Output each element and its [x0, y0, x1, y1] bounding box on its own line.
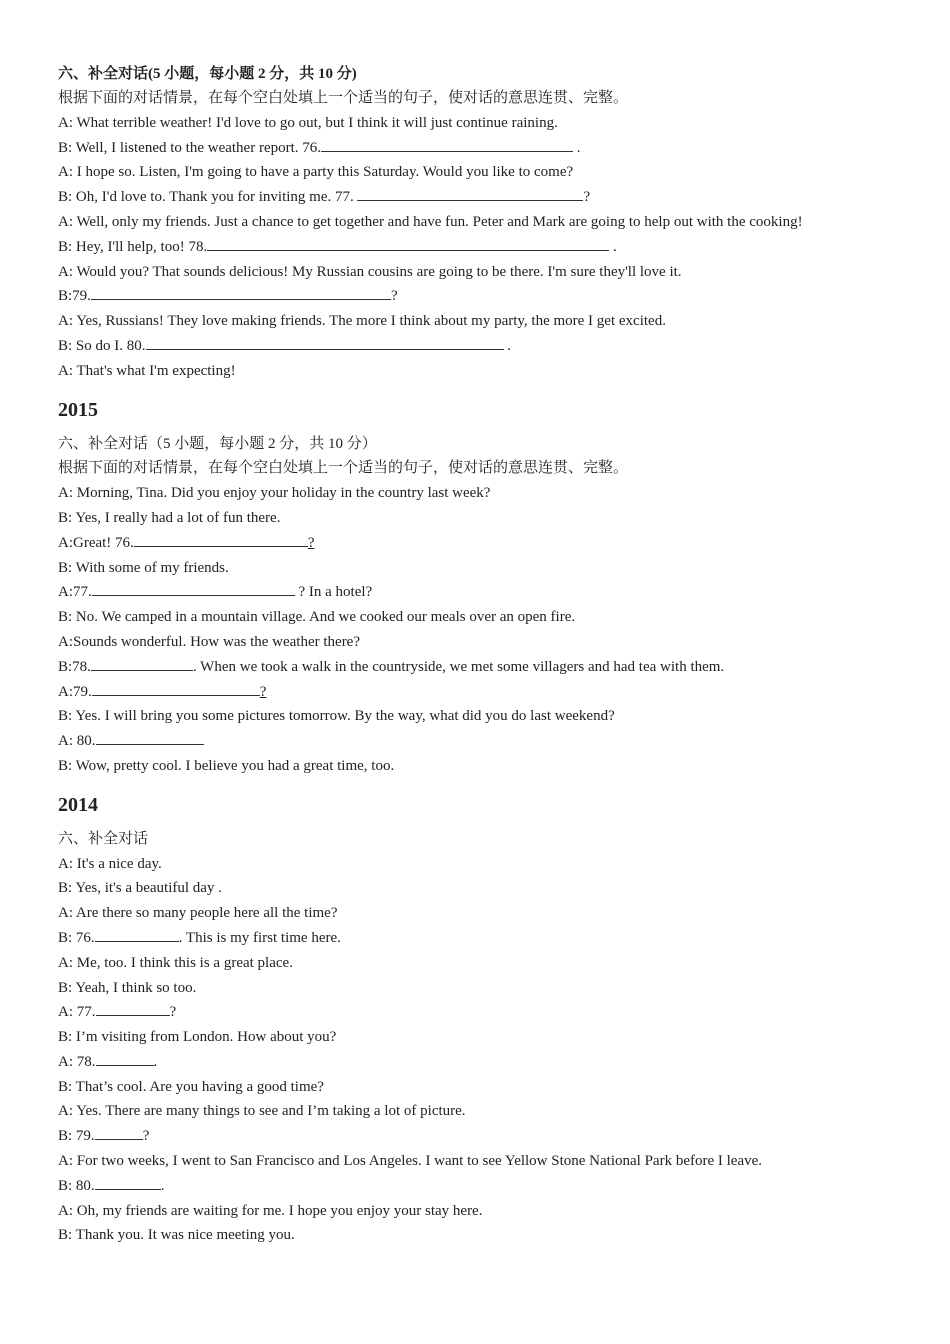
dialogue-line: B: So do I. 80. .: [58, 334, 938, 359]
dialogue-line: A:77. ? In a hotel?: [58, 580, 938, 605]
section-1: [58, 62, 938, 384]
year-heading: 2015: [58, 398, 98, 421]
dialogue-line: A: 78. .: [58, 1050, 938, 1075]
section-1-header: 六、补全对话(5 小题，每小题 2 分，共 10 分): [58, 66, 357, 82]
dialogue-line: A: Are there so many people here all the time?: [58, 905, 338, 922]
dialogue-line: A: Yes, Russians! They love making friends. The more I think about my party, the more I get excited.: [58, 313, 666, 330]
dialogue-line: B:79. ?: [58, 284, 938, 309]
dialogue-line: A: Well, only my friends. Just a chance to get together and have fun. Peter and Mark are going to help out with the cooking!: [58, 213, 803, 230]
dialogue-line: A: It's a nice day.: [58, 855, 162, 872]
dialogue-line: A: Yes. There are many things to see and I’m taking a lot of picture.: [58, 1103, 466, 1120]
dialogue-line: B: Oh, I'd love to. Thank you for inviting me. 77. ?: [58, 185, 938, 210]
dialogue-line: B: That’s cool. Are you having a good time?: [58, 1078, 324, 1095]
dialogue-line: B: Hey, I'll help, too! 78. .: [58, 235, 938, 260]
dialogue-line: A: Morning, Tina. Did you enjoy your holiday in the country last week?: [58, 485, 491, 502]
dialogue-line: A: For two weeks, I went to San Francisco and Los Angeles. I want to see Yellow Stone National Park before I leave.: [58, 1153, 763, 1170]
answer-blank[interactable]: [95, 1124, 143, 1140]
answer-blank[interactable]: [321, 136, 573, 152]
section-1-instruction: 根据下面的对话情景，在每个空白处填上一个适当的句子，使对话的意思连贯、完整。: [58, 90, 629, 106]
answer-blank[interactable]: [96, 1000, 170, 1016]
dialogue-line: A: That's what I'm expecting!: [58, 362, 236, 379]
answer-blank[interactable]: [207, 235, 609, 251]
answer-blank[interactable]: [91, 284, 391, 300]
answer-blank[interactable]: [95, 926, 179, 942]
dialogue-line: B: With some of my friends.: [58, 559, 229, 576]
dialogue-line: B: Yes, it's a beautiful day .: [58, 880, 222, 897]
dialogue-line: A:Sounds wonderful. How was the weather there?: [58, 633, 360, 650]
section-2015-header: 六、补全对话（5 小题，每小题 2 分，共 10 分）: [58, 435, 377, 452]
document-page: [58, 62, 938, 1248]
dialogue-line: B: Wow, pretty cool. I believe you had a great time, too.: [58, 757, 395, 774]
answer-blank[interactable]: [92, 580, 295, 596]
dialogue-line: B: 80. .: [58, 1174, 938, 1199]
answer-blank[interactable]: [96, 729, 204, 745]
dialogue-line: B: 76. . This is my first time here.: [58, 926, 938, 951]
answer-blank[interactable]: [146, 334, 504, 350]
dialogue-line: A:Great! 76. ?: [58, 531, 938, 556]
section-2015-instruction: 根据下面的对话情景，在每个空白处填上一个适当的句子，使对话的意思连贯、完整。: [58, 460, 629, 477]
dialogue-line: A: Would you? That sounds delicious! My Russian cousins are going to be there. I'm sure they'll love it.: [58, 263, 682, 280]
section-2014: [58, 793, 938, 1249]
section-2014-header: 六、补全对话: [58, 830, 149, 847]
dialogue-line: B: I’m visiting from London. How about you?: [58, 1029, 337, 1046]
dialogue-line: A: 77. ?: [58, 1000, 938, 1025]
dialogue-line: B: 79. ?: [58, 1124, 938, 1149]
dialogue-line: B: Yes. I will bring you some pictures tomorrow. By the way, what did you do last weekend?: [58, 708, 615, 725]
dialogue-line: B: No. We camped in a mountain village. And we cooked our meals over an open fire.: [58, 609, 576, 626]
answer-blank[interactable]: [91, 655, 193, 671]
year-heading: 2014: [58, 793, 98, 816]
section-2015: [58, 398, 938, 779]
dialogue-line: A: Oh, my friends are waiting for me. I hope you enjoy your stay here.: [58, 1202, 483, 1219]
dialogue-line: A: 80.: [58, 729, 938, 754]
dialogue-line: B: Well, I listened to the weather report. 76. .: [58, 136, 938, 161]
answer-blank[interactable]: [92, 680, 260, 696]
answer-blank[interactable]: [96, 1050, 154, 1066]
answer-blank[interactable]: [357, 185, 583, 201]
answer-blank[interactable]: [134, 531, 308, 547]
dialogue-line: A: Me, too. I think this is a great place.: [58, 954, 293, 971]
dialogue-line: B: Thank you. It was nice meeting you.: [58, 1227, 295, 1244]
answer-blank[interactable]: [95, 1174, 161, 1190]
dialogue-line: B:78. . When we took a walk in the countryside, we met some villagers and had tea with them.: [58, 655, 938, 680]
dialogue-line: B: Yeah, I think so too.: [58, 979, 197, 996]
dialogue-line: A: I hope so. Listen, I'm going to have a party this Saturday. Would you like to come?: [58, 164, 574, 181]
dialogue-line: A:79. ?: [58, 680, 938, 705]
dialogue-line: A: What terrible weather! I'd love to go out, but I think it will just continue raining.: [58, 114, 558, 131]
dialogue-line: B: Yes, I really had a lot of fun there.: [58, 509, 281, 526]
